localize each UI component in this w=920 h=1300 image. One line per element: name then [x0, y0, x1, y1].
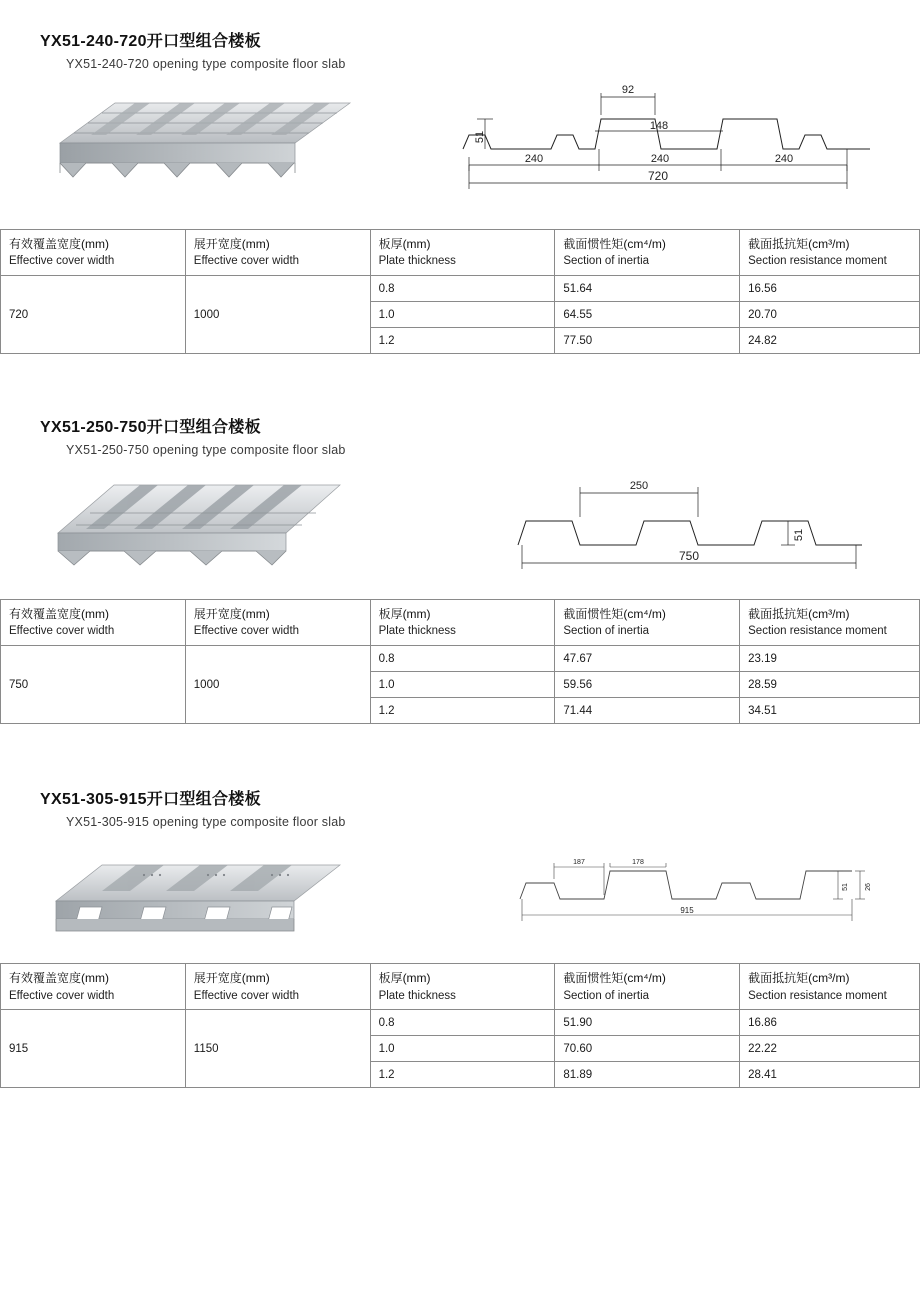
dim-height-2: 51 — [793, 528, 805, 542]
deck-photo-3 — [40, 851, 370, 951]
cell-inertia: 77.50 — [555, 328, 740, 354]
header-plate-thickness: 板厚(mm) Plate thickness — [370, 600, 555, 646]
spec-table-1 — [0, 229, 920, 354]
header-developed-width: 展开宽度(mm) Effective cover width — [185, 964, 370, 1010]
section-title-zh-3: YX51-305-915开口型组合楼板 — [40, 791, 261, 809]
cell-thickness: 1.2 — [370, 1062, 555, 1088]
deck-photo-1 — [40, 85, 370, 205]
cell-inertia: 64.55 — [555, 302, 740, 328]
dim-top-flange-1: 92 — [621, 84, 635, 96]
cell-inertia: 47.67 — [555, 646, 740, 672]
spec-table-3 — [0, 963, 920, 1088]
figure-row-3 — [0, 843, 920, 955]
section-title-zh-2: YX51-250-750开口型组合楼板 — [40, 419, 261, 437]
dim-total-1: 720 — [647, 169, 669, 183]
section-title-en-2: YX51-250-750 opening type composite floor slab — [66, 443, 346, 458]
cell-resistance: 28.41 — [740, 1062, 920, 1088]
cell-thickness: 1.0 — [370, 672, 555, 698]
section-drawing-2 — [500, 471, 880, 583]
dim-pitch-1-b: 240 — [650, 153, 670, 165]
header-section-inertia: 截面惯性矩(cm⁴/m) Section of inertia — [555, 600, 740, 646]
cell-thickness: 0.8 — [370, 276, 555, 302]
cell-resistance: 16.86 — [740, 1010, 920, 1036]
section-title-en-1: YX51-240-720 opening type composite floor slab — [66, 57, 346, 71]
dim-bottom-flange-1: 148 — [649, 120, 669, 132]
dim-height-3: 51 — [842, 883, 849, 892]
header-plate-thickness: 板厚(mm) Plate thickness — [370, 964, 555, 1010]
header-section-inertia: 截面惯性矩(cm⁴/m) Section of inertia — [555, 964, 740, 1010]
cell-developed-width: 1000 — [185, 276, 370, 354]
cell-thickness: 1.2 — [370, 698, 555, 724]
header-plate-thickness: 板厚(mm) Plate thickness — [370, 230, 555, 276]
header-cover-width: 有效覆盖宽度(mm) Effective cover width — [1, 600, 186, 646]
section-drawing-3 — [500, 843, 880, 943]
cell-thickness: 0.8 — [370, 646, 555, 672]
header-developed-width: 展开宽度(mm) Effective cover width — [185, 600, 370, 646]
table-row — [1, 276, 920, 302]
product-section-3 — [0, 724, 920, 1088]
cell-thickness: 0.8 — [370, 1010, 555, 1036]
product-section-2 — [0, 354, 920, 724]
cell-resistance: 34.51 — [740, 698, 920, 724]
dim-pitch-1-a: 240 — [524, 153, 544, 165]
header-section-inertia: 截面惯性矩(cm⁴/m) Section of inertia — [555, 230, 740, 276]
cell-inertia: 71.44 — [555, 698, 740, 724]
cell-developed-width: 1150 — [185, 1010, 370, 1088]
cell-cover-width: 720 — [1, 276, 186, 354]
cell-inertia: 51.90 — [555, 1010, 740, 1036]
cell-thickness: 1.0 — [370, 1036, 555, 1062]
figure-row-1 — [0, 85, 920, 215]
dim-bottom-flange-3: 178 — [632, 859, 644, 867]
header-section-resistance: 截面抵抗矩(cm³/m) Section resistance moment — [740, 964, 920, 1010]
dim-total-3: 915 — [680, 906, 694, 916]
dim-top-flange-3: 187 — [573, 859, 585, 867]
table-header-row — [1, 964, 920, 1010]
section-drawing-1 — [455, 79, 885, 207]
dim-total-2: 750 — [678, 549, 700, 564]
table-row — [1, 646, 920, 672]
header-cover-width: 有效覆盖宽度(mm) Effective cover width — [1, 964, 186, 1010]
dim-height-3-b: 26 — [865, 883, 872, 892]
cell-inertia: 51.64 — [555, 276, 740, 302]
figure-row-2 — [0, 471, 920, 589]
header-section-resistance: 截面抵抗矩(cm³/m) Section resistance moment — [740, 230, 920, 276]
product-section-1 — [0, 0, 920, 354]
cell-cover-width: 750 — [1, 646, 186, 724]
section-title-zh-1: YX51-240-720开口型组合楼板 — [40, 33, 261, 50]
cell-resistance: 24.82 — [740, 328, 920, 354]
header-cover-width: 有效覆盖宽度(mm) Effective cover width — [1, 230, 186, 276]
cell-developed-width: 1000 — [185, 646, 370, 724]
cell-resistance: 20.70 — [740, 302, 920, 328]
dim-pitch-2: 250 — [629, 480, 649, 493]
cell-thickness: 1.0 — [370, 302, 555, 328]
header-section-resistance: 截面抵抗矩(cm³/m) Section resistance moment — [740, 600, 920, 646]
cell-resistance: 22.22 — [740, 1036, 920, 1062]
deck-photo-2 — [40, 471, 370, 586]
spec-table-2 — [0, 599, 920, 724]
dim-pitch-1-c: 240 — [774, 153, 794, 165]
table-header-row — [1, 600, 920, 646]
section-title-en-3: YX51-305-915 opening type composite floor slab — [66, 815, 346, 830]
cell-inertia: 81.89 — [555, 1062, 740, 1088]
cell-resistance: 28.59 — [740, 672, 920, 698]
table-row — [1, 1010, 920, 1036]
cell-resistance: 23.19 — [740, 646, 920, 672]
cell-inertia: 59.56 — [555, 672, 740, 698]
cell-cover-width: 915 — [1, 1010, 186, 1088]
table-header-row — [1, 230, 920, 276]
header-developed-width: 展开宽度(mm) Effective cover width — [185, 230, 370, 276]
cell-inertia: 70.60 — [555, 1036, 740, 1062]
cell-resistance: 16.56 — [740, 276, 920, 302]
cell-thickness: 1.2 — [370, 328, 555, 354]
dim-height-1: 51 — [474, 130, 486, 144]
